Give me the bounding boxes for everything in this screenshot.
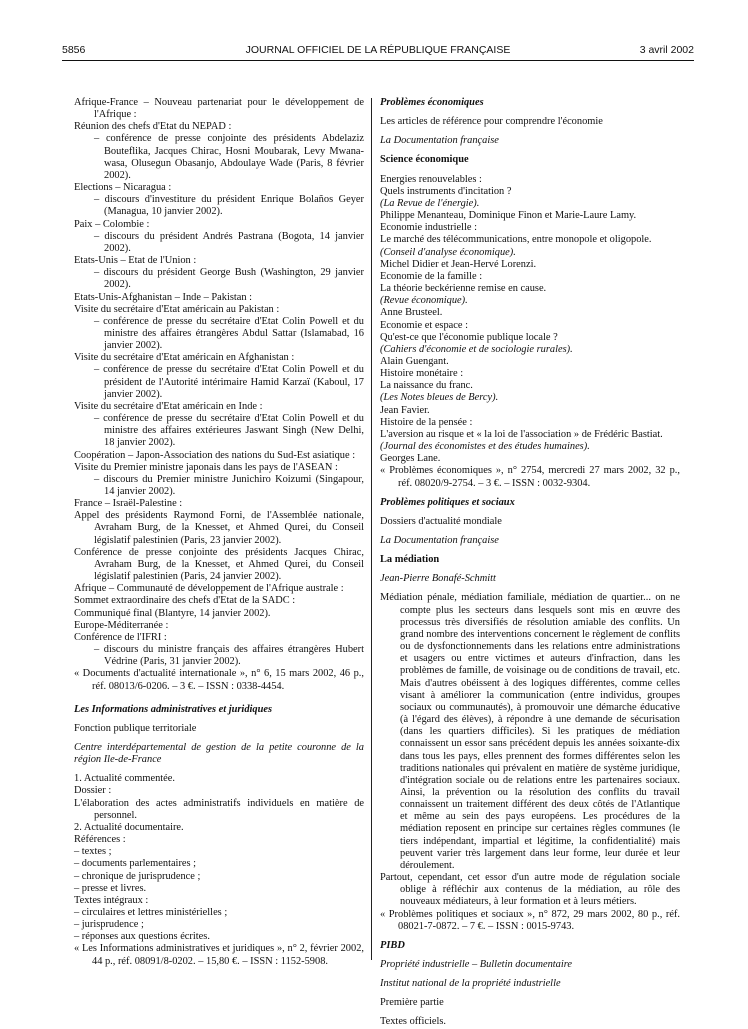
page-number: 5856	[62, 44, 86, 56]
list-item: – discours du président Andrés Pastrana (Bogota, 14 janvier 2002).	[94, 230, 364, 254]
text-line: L'aversion au risque et « la loi de l'association » de Frédéric Bastiat.	[380, 428, 663, 440]
text-line: Economie et espace :	[380, 319, 468, 331]
section-title: Problèmes politiques et sociaux	[380, 496, 515, 508]
list-item: – conférence de presse conjointe des présidents Abdelaziz Bouteflika, Jacques Chirac, Hosni Moubarak, Levy Mwana-wasa, Olusegun Obasanjo, Abdoulaye Wade (Paris, 8 février 2002).	[94, 133, 364, 181]
text-line: (La Revue de l'énergie).	[380, 197, 480, 209]
text-line: France – Israël-Palestine :	[74, 498, 183, 510]
list-item: – textes ;	[74, 846, 112, 858]
reference-line: « Problèmes économiques », n° 2754, mercredi 27 mars 2002, 32 p., réf. 08020/9-2754. – 3 €. – ISSN : 0032-9304.	[380, 465, 680, 489]
text-line: La naissance du franc.	[380, 380, 473, 392]
text-line: Jean Favier.	[380, 404, 430, 416]
text-line: (Journal des économistes et des études humaines).	[380, 441, 590, 453]
text-line: Visite du Premier ministre japonais dans les pays de l'ASEAN :	[74, 461, 338, 473]
text-line: Georges Lane.	[380, 453, 441, 465]
text-line: Visite du secrétaire d'Etat américain au Pakistan :	[74, 303, 280, 315]
text-line: Références :	[74, 834, 126, 846]
publisher-name: Centre interdépartemental de gestion de la petite couronne de la région Ile-de-France	[74, 741, 364, 766]
text-line: Appel des présidents Raymond Forni, de l'Assemblée nationale, Avraham Burg, de la Knesset, et Ahmed Qurei, du Conseil législatif palestinien (Paris, 23 janvier 2002).	[74, 510, 364, 546]
section-heading: Science économique	[380, 154, 469, 166]
list-item: – circulaires et lettres ministérielles ;	[74, 907, 228, 918]
reference-line: « Les Informations administratives et juridiques », n° 2, février 2002, 44 p., réf. 08091/8-0202. – 15,80 €. – ISSN : 1152-5908.	[74, 943, 364, 967]
list-item: – discours d'investiture du président Enrique Bolaños Geyer (Managua, 10 janvier 2002).	[94, 194, 364, 218]
text-line: Le marché des télécommunications, entre monopole et oligopole.	[380, 234, 652, 246]
list-item: – chronique de jurisprudence ;	[74, 870, 201, 882]
text-line: Michel Didier et Jean-Hervé Lorenzi.	[380, 258, 537, 270]
section-heading: Première partie	[380, 997, 444, 1009]
text-line: Visite du secrétaire d'Etat américain en Afghanistan :	[74, 352, 295, 364]
section-subtitle: Les articles de référence pour comprendre l'économie	[380, 116, 603, 128]
journal-title: JOURNAL OFFICIEL DE LA RÉPUBLIQUE FRANÇAISE	[245, 44, 511, 56]
section-subtitle: Fonction publique territoriale	[74, 722, 197, 734]
text-line: Visite du secrétaire d'Etat américain en Inde :	[74, 400, 263, 412]
text-line: 2. Actualité documentaire.	[74, 821, 184, 833]
section-title: Les Informations administratives et juridiques	[74, 703, 273, 715]
text-line: Economie industrielle :	[380, 222, 477, 234]
text-line: La théorie beckérienne remise en cause.	[380, 283, 547, 295]
text-line: Dossier :	[74, 785, 112, 797]
text-line: Afrique – Communauté de développement de l'Afrique australe :	[74, 583, 344, 595]
text-line: Anne Brusteel.	[380, 307, 443, 319]
list-item: – jurisprudence ;	[74, 919, 144, 931]
list-item: – presse et livres.	[74, 882, 147, 894]
text-line: (Conseil d'analyse économique).	[380, 246, 516, 258]
list-item: – discours du président George Bush (Washington, 29 janvier 2002).	[94, 267, 364, 291]
body-paragraph: Médiation pénale, médiation familiale, médiation de quartier... on ne compte plus les secteurs dans lesquels sont mis en œuvre des processus très diversifiés de résolution amiable des conflits. Un grand nombre des interventions concernent le règlement de conflits ou de dysfonctionnements dans les relations entre administrations et usagers ou entre victimes et auteurs d'infraction, dans les problèmes de famille, de voisinage ou de conditions de travail, etc. Mais d'autres obéissent à des logiques différentes, comme celles visant à améliorer la communication (entre individus, groupes sociaux ou communautés), à promouvoir une démarche éducative (à l'égard des élèves), à répondre à une demande de sécurisation (dans les quartiers difficiles). Si les pratiques de médiation connaissent un essor sans précédent depuis les années soixante-dix dans tous les pays, elles prennent des formes différentes selon les traditions nationales qui prévalent en matière de système juridique, d'intégration sociale ou de relations entre les partenaires sociaux. Ainsi, la prévention ou la résolution des conflits du travail connaissent un traitement différent des deux côtés de l'Atlantique et même au sein des pays européens. Les procédures de la médiation reposent en principe sur certaines règles communes (le tiers indépendant, impartial et légitime, la confidentialité) mais peuvent varier très largement dans leur forme, leur durée et leur déroulement.	[380, 592, 680, 871]
publisher-name: La Documentation française	[380, 535, 499, 546]
list-item: – discours du ministre français des affaires étrangères Hubert Védrine (Paris, 31 janvier 2002).	[94, 644, 364, 668]
text-line: Etats-Unis-Afghanistan – Inde – Pakistan :	[74, 291, 253, 303]
text-line: Réunion des chefs d'Etat du NEPAD :	[74, 121, 232, 133]
text-line: Afrique-France – Nouveau partenariat pour le développement de l'Afrique :	[74, 97, 364, 121]
issue-date: 3 avril 2002	[639, 44, 694, 56]
text-line: Conférence de l'IFRI :	[74, 631, 167, 643]
text-line: Textes officiels.	[380, 1016, 447, 1028]
reference-line: « Documents d'actualité internationale », n° 6, 15 mars 2002, 46 p., réf. 08013/6-0206. – 3 €. – ISSN : 0338-4454.	[74, 668, 364, 692]
text-line: Quels instruments d'incitation ?	[380, 185, 512, 197]
list-item: – conférence de presse du secrétaire d'Etat Colin Powell et du ministre des affaires étrangères Abdul Sattar (Islamabad, 16 janvier 2002).	[94, 315, 364, 352]
list-item: – conférence de presse du secrétaire d'Etat Colin Powell et du président de l'Autorité intérimaire Hamid Karzaï (Kaboul, 17 janvier 2002).	[94, 364, 364, 400]
text-line: Textes intégraux :	[74, 894, 149, 906]
text-line: Europe-Méditerranée :	[74, 619, 169, 631]
section-title: Problèmes économiques	[380, 97, 484, 108]
header-rule	[62, 60, 694, 61]
section-heading: La médiation	[380, 554, 440, 566]
text-line: Energies renouvelables :	[380, 173, 482, 185]
text-line: (Cahiers d'économie et de sociologie rurales).	[380, 343, 573, 355]
body-paragraph: Partout, cependant, cet essor d'un autre mode de régulation sociale oblige à réfléchir aux contenus de la médiation, au rôle des nouveaux médiateurs, à leur formation et à leurs métiers.	[380, 872, 680, 908]
text-line: 1. Actualité commentée.	[74, 773, 175, 785]
section-subtitle: Dossiers d'actualité mondiale	[380, 515, 502, 527]
publisher-name: Institut national de la propriété industrielle	[380, 978, 561, 990]
text-line: Qu'est-ce que l'économie publique locale ?	[380, 331, 558, 343]
text-line: Philippe Menanteau, Dominique Finon et Marie-Laure Lamy.	[380, 210, 637, 222]
text-line: Etats-Unis – Etat de l'Union :	[74, 255, 197, 267]
section-subtitle: Propriété industrielle – Bulletin documentaire	[380, 959, 572, 970]
publisher-name: La Documentation française	[380, 135, 499, 147]
list-item: – conférence de presse du secrétaire d'Etat Colin Powell et du ministre des affaires extérieures Jaswant Singh (New Delhi, 18 janvier 2002).	[94, 413, 364, 449]
section-title: PIBD	[380, 939, 405, 951]
list-item: – documents parlementaires ;	[74, 858, 197, 870]
text-line: Paix – Colombie :	[74, 218, 150, 230]
text-line: Coopération – Japon-Association des nations du Sud-Est asiatique :	[74, 449, 356, 461]
text-line: Elections – Nicaragua :	[74, 182, 172, 194]
text-line: (Les Notes bleues de Bercy).	[380, 392, 499, 404]
text-line: Conférence de presse conjointe des présidents Jacques Chirac, Avraham Burg, de la Knesset, et Ahmed Qurei, du Conseil législatif palestinien (Paris, 24 janvier 2002).	[74, 546, 364, 583]
reference-line: « Problèmes politiques et sociaux », n° 872, 29 mars 2002, 80 p., réf. 08021-7-0872. – 7 €. – ISSN : 0015-9743.	[380, 908, 680, 932]
right-column	[380, 97, 680, 1029]
text-line: (Revue économique).	[380, 295, 468, 307]
author-name: Jean-Pierre Bonafé-Schmitt	[380, 573, 496, 585]
left-column	[74, 97, 364, 968]
text-line: Economie de la famille :	[380, 270, 483, 282]
list-item: – réponses aux questions écrites.	[74, 931, 210, 943]
column-divider	[371, 98, 372, 960]
text-line: Histoire de la pensée :	[380, 416, 473, 428]
text-line: L'élaboration des actes administratifs individuels en matière de personnel.	[74, 797, 364, 821]
text-line: Histoire monétaire :	[380, 368, 464, 380]
page-header	[62, 44, 694, 60]
text-line: Sommet extraordinaire des chefs d'Etat de la SADC :	[74, 595, 296, 607]
text-line: Communiqué final (Blantyre, 14 janvier 2002).	[74, 607, 271, 619]
text-line: Alain Guengant.	[380, 355, 449, 367]
list-item: – discours du Premier ministre Junichiro Koizumi (Singapour, 14 janvier 2002).	[94, 473, 364, 497]
